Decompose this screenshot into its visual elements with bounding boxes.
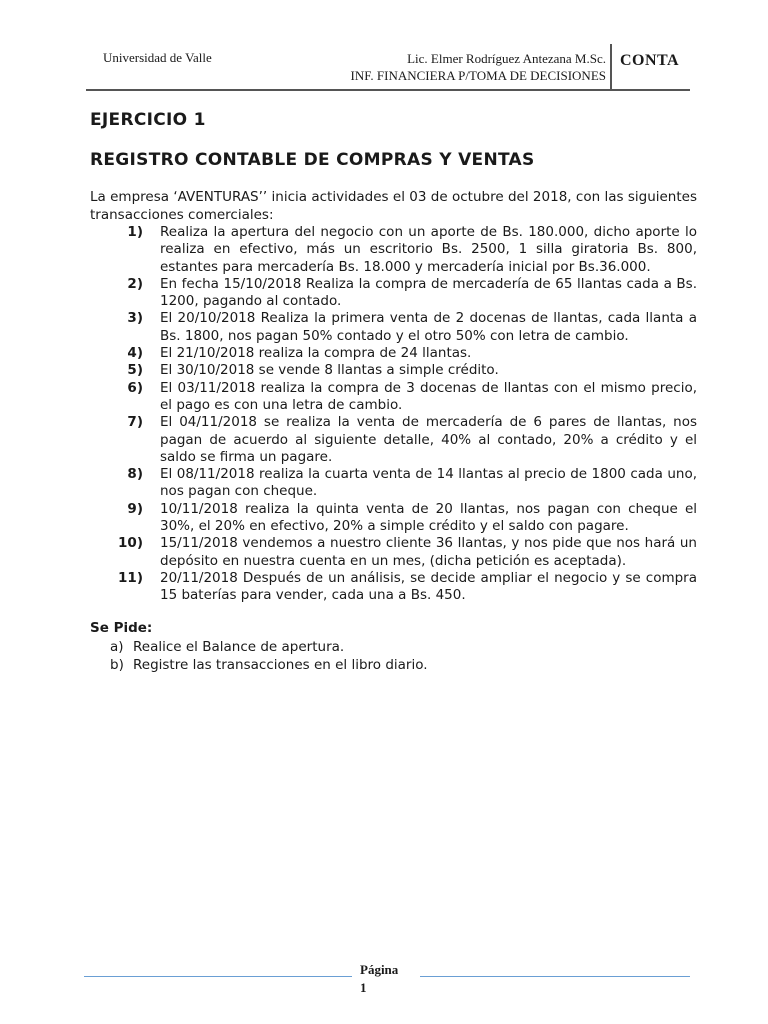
transaction-item (90, 466, 697, 501)
transaction-item (90, 501, 697, 536)
transaction-item (90, 362, 697, 379)
transaction-item (90, 380, 697, 415)
transaction-number: 1) (127, 224, 143, 240)
transaction-number: 6) (127, 379, 143, 396)
transaction-text: El 04/11/2018 se realiza la venta de mercadería de 6 pares de llantas, nos pagan de acuerdo al siguiente detalle, 40% al contado, 20% a crédito y el saldo se firma un pagare. (160, 414, 697, 465)
footer-page-number: 1 (360, 980, 367, 995)
transaction-text: 10/11/2018 realiza la quinta venta de 20 llantas, nos pagan con cheque el 30%, el 20% en efectivo, 20% a simple crédito y el saldo con pagare. (160, 500, 697, 535)
transaction-number: 3) (127, 310, 143, 327)
transaction-number: 11) (118, 569, 143, 586)
se-pide-text: Registre las transacciones en el libro diario. (133, 657, 428, 673)
transaction-number: 2) (127, 275, 143, 292)
transaction-number: 9) (127, 500, 143, 517)
header-author: Lic. Elmer Rodríguez Antezana M.Sc. (407, 51, 606, 66)
transaction-number: 8) (127, 466, 143, 483)
transaction-number: 4) (127, 345, 143, 362)
exercise-subtitle: REGISTRO CONTABLE DE COMPRAS Y VENTAS (90, 150, 535, 170)
se-pide-label: Se Pide: (90, 620, 153, 636)
transaction-text: El 03/11/2018 realiza la compra de 3 docenas de llantas con el mismo precio, el pago es con una letra de cambio. (160, 379, 697, 413)
transaction-text: 20/11/2018 Después de un análisis, se decide ampliar el negocio y se compra 15 baterías para vender, cada una a Bs. 450. (160, 569, 697, 604)
footer-page (360, 961, 398, 997)
transaction-text: Realiza la apertura del negocio con un aporte de Bs. 180.000, dicho aporte lo realiza en efectivo, más un escritorio Bs. 2500, 1 silla giratoria Bs. 800, estantes para mercadería Bs. 18.000 y mercadería inicial por Bs.36.000. (160, 224, 697, 275)
header-divider-vertical (610, 44, 612, 89)
transaction-text: El 30/10/2018 se vende 8 llantas a simple crédito. (160, 362, 499, 379)
transaction-number: 7) (127, 414, 143, 431)
transaction-number: 10) (118, 535, 143, 552)
transaction-item (90, 570, 697, 605)
footer-page-label: Página (360, 962, 399, 977)
transaction-text: En fecha 15/10/2018 Realiza la compra de mercadería de 65 llantas cada a Bs. 1200, pagando al contado. (160, 275, 697, 310)
transaction-item (90, 310, 697, 345)
transaction-text: 15/11/2018 vendemos a nuestro cliente 36 llantas, y nos pide que nos hará un depósito en nuestra cuenta en un mes, (dicha petición es aceptada). (160, 535, 697, 569)
header-author-block (351, 50, 607, 84)
se-pide-letter: a) (110, 639, 124, 655)
se-pide-list (110, 638, 428, 674)
transaction-item (90, 224, 697, 276)
exercise-title: EJERCICIO 1 (90, 110, 206, 130)
header-university: Universidad de Valle (103, 50, 212, 65)
transaction-item (90, 414, 697, 466)
footer-rule-right (420, 976, 690, 977)
transaction-item (90, 535, 697, 570)
header-course: INF. FINANCIERA P/TOMA DE DECISIONES (350, 68, 606, 83)
header-tag: CONTA (620, 52, 680, 69)
transaction-item (90, 276, 697, 311)
footer-rule-left (84, 976, 352, 977)
header-divider-horizontal (86, 89, 690, 91)
transaction-number: 5) (127, 362, 143, 379)
transaction-text: El 08/11/2018 realiza la cuarta venta de 14 llantas al precio de 1800 cada uno, nos pagan con cheque. (160, 466, 697, 500)
transaction-list (90, 224, 697, 605)
transaction-text: El 21/10/2018 realiza la compra de 24 llantas. (160, 345, 472, 362)
transaction-item (90, 345, 697, 362)
se-pide-item (110, 638, 428, 656)
se-pide-item (110, 656, 428, 674)
se-pide-letter: b) (110, 657, 124, 673)
exercise-intro: La empresa ‘AVENTURAS’’ inicia actividades el 03 de octubre del 2018, con las siguientes transacciones comerciales: (90, 189, 697, 223)
transaction-text: El 20/10/2018 Realiza la primera venta de 2 docenas de llantas, cada llanta a Bs. 1800, nos pagan 50% contado y el otro 50% con letra de cambio. (160, 310, 697, 344)
se-pide-text: Realice el Balance de apertura. (133, 639, 345, 655)
